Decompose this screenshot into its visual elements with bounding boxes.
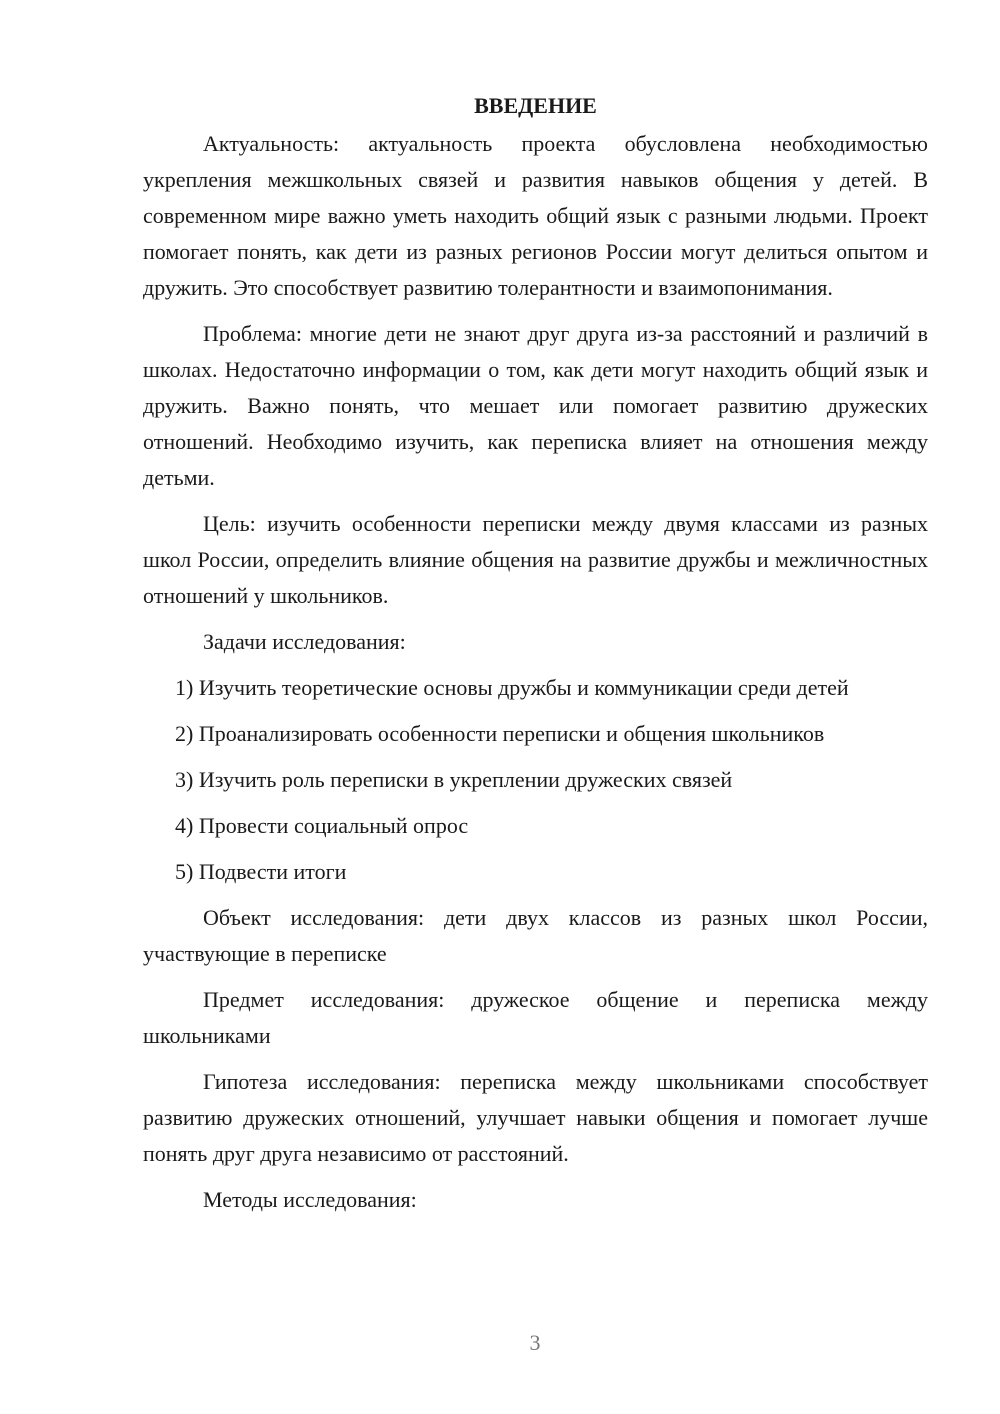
section-title: ВВЕДЕНИЕ [474,93,597,118]
paragraph-object: Объект исследования: дети двух классов из разных школ России, участвующие в переписке [143,905,928,966]
task-item-4: 4) Провести социальный опрос [175,813,469,838]
paragraph-problem: Проблема: многие дети не знают друг друга из-за расстояний и различий в школах. Недостаточно информации о том, как дети могут находить общий язык и дружить. Важно понять, что мешает или помогает развитию дружеских отношений. Необходимо изучить, как переписка влияет на отношения между детьми. [143,321,928,490]
page-number: 3 [529,1330,541,1355]
task-item-3: 3) Изучить роль переписки в укреплении дружеских связей [175,767,733,792]
task-item-2: 2) Проанализировать особенности переписки и общения школьников [175,721,825,746]
paragraph-relevance: Актуальность: актуальность проекта обусловлена необходимостью укрепления межшкольных связей и развития навыков общения у детей. В современном мире важно уметь находить общий язык с разными людьми. Проект помогает понять, как дети из разных регионов России могут делиться опытом и дружить. Это способствует развитию толерантности и взаимопонимания. [143,131,928,300]
task-item-5: 5) Подвести итоги [175,859,347,884]
paragraph-hypothesis: Гипотеза исследования: переписка между школьниками способствует развитию дружеских отношений, улучшает навыки общения и помогает лучше понять друг друга независимо от расстояний. [143,1069,928,1166]
paragraph-tasks-heading: Задачи исследования: [203,629,406,654]
paragraph-methods: Методы исследования: [203,1187,417,1212]
task-item-1: 1) Изучить теоретические основы дружбы и коммуникации среди детей [175,675,849,700]
document-page [143,88,928,1228]
paragraph-goal: Цель: изучить особенности переписки между двумя классами из разных школ России, определить влияние общения на развитие дружбы и межличностных отношений у школьников. [143,511,928,608]
paragraph-subject: Предмет исследования: дружеское общение и переписка между школьниками [143,987,928,1048]
